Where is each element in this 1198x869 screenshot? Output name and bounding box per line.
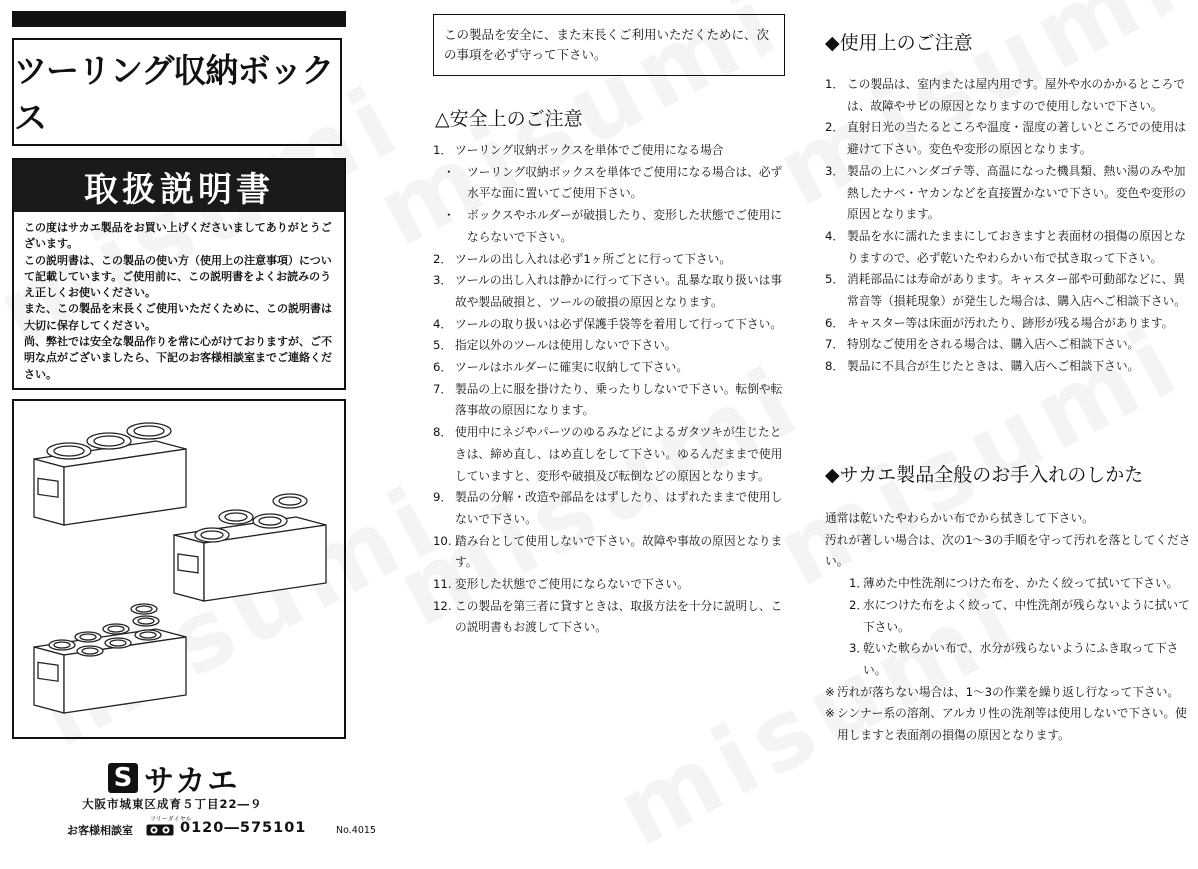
- item-text: ツールの出し入れは静かに行って下さい。乱暴な取り扱いは事故や製品破損と、ツールの破損の原因となります。: [455, 273, 783, 309]
- item-number: 7．: [825, 337, 845, 352]
- item-number: 5．: [825, 272, 845, 287]
- list-item: [433, 487, 793, 530]
- item-number: 1．: [849, 576, 869, 591]
- item-number: 10.: [433, 533, 452, 548]
- item-number: 5．: [433, 338, 453, 353]
- item-number: 6．: [825, 315, 845, 330]
- list-item: [433, 357, 793, 379]
- list-item: [825, 313, 1187, 335]
- item-text: キャスター等は床面が汚れたり、跡形が残る場合があります。: [847, 315, 1174, 330]
- item-number: 8．: [825, 359, 845, 374]
- list-item: [825, 334, 1187, 356]
- top-bar: [12, 11, 346, 27]
- care-step: [825, 573, 1195, 595]
- safety-list: [433, 140, 793, 639]
- care-notes: [825, 682, 1195, 747]
- item-text: 製品の分解・改造や部品をはずしたり、はずれたままで使用しないで下さい。: [455, 490, 783, 526]
- item-text: ツーリング収納ボックスを単体でご使用になる場合: [455, 143, 724, 157]
- item-number: 6．: [433, 360, 453, 375]
- item-text: 乾いた軟らかい布で、水分が残らないようにふき取って下さい。: [863, 641, 1179, 677]
- item-number: ・: [443, 208, 455, 223]
- list-item: [433, 249, 793, 271]
- item-text: 直射日光の当たるところや温度・湿度の著しいところでの使用は避けて下さい。変色や変形の原因となります。: [847, 120, 1186, 157]
- item-number: 3．: [433, 273, 453, 288]
- item-text: 指定以外のツールは使用しないで下さい。: [455, 338, 677, 353]
- item-number: 1．: [433, 143, 453, 157]
- list-item: [825, 269, 1187, 312]
- item-text: 製品の上に服を掛けたり、乗ったりしないで下さい。転倒や転落事故の原因になります。: [455, 381, 783, 418]
- list-item: [433, 574, 793, 596]
- item-text: 製品に不具合が生じたときは、購入店へご相談下さい。: [847, 359, 1140, 374]
- box-4-holder: [174, 494, 326, 601]
- care-step: [825, 595, 1195, 638]
- note-mark: ※: [825, 706, 835, 721]
- intro-para: この説明書は、この製品の使い方（使用上の注意事項）について記載しています。ご使用前に、この説明書をよくお読みのうえ正しくお使いください。: [24, 253, 332, 300]
- manual-title: 取扱説明書: [84, 169, 274, 210]
- list-item: [433, 205, 793, 248]
- item-number: 2．: [849, 597, 869, 612]
- item-text: ツールの出し入れは必ず1ヶ所ごとに行って下さい。: [455, 251, 732, 266]
- phone-number: 0120―575101: [180, 820, 307, 836]
- care-note: [825, 703, 1195, 746]
- freedial-icon: [146, 824, 174, 836]
- product-illustration: [12, 399, 346, 739]
- item-number: 9．: [433, 490, 453, 505]
- intro-para: この度はサカエ製品をお買い上げくださいましてありがとうございます。: [24, 221, 332, 251]
- item-text: ツールの取り扱いは必ず保護手袋等を着用して行って下さい。: [455, 316, 783, 331]
- item-number: 4．: [825, 228, 845, 243]
- product-title-box: [12, 38, 342, 146]
- company-address: 大阪市城東区成育５丁目22―９: [82, 797, 263, 811]
- item-text: 製品を水に濡れたままにしておきますと表面材の損傷の原因となりますので、必ず乾いたやわらかい布で拭き取って下さい。: [847, 228, 1186, 265]
- item-text: 製品の上にハンダゴテ等、高温になった機具類、熱い湯のみや加熱したナベ・ヤカンなどを直接置かないで下さい。変色や変形の原因となります。: [847, 163, 1186, 222]
- item-number: 4．: [433, 316, 453, 331]
- item-text: 水につけた布をよく絞って、中性洗剤が残らないように拭いて下さい。: [863, 597, 1190, 634]
- usage-list: [825, 74, 1187, 378]
- sakae-logo-icon: S: [108, 763, 138, 793]
- list-item: [433, 379, 793, 422]
- list-item: [825, 74, 1187, 117]
- list-item: [433, 531, 793, 574]
- intro-para: 尚、弊社では安全な製品作りを常に心がけておりますが、ご不明な点がございましたら、下記のお客様相談室までご連絡ください。: [24, 335, 332, 381]
- list-item: [433, 314, 793, 336]
- list-item: [825, 117, 1187, 160]
- box-8-holder: [34, 604, 186, 713]
- item-text: 踏み台として使用しないで下さい。故障や事故の原因となります。: [455, 533, 783, 570]
- care-heading: ◆サカエ製品全般のお手入れのしかた: [825, 464, 1144, 486]
- item-text: 薄めた中性洗剤につけた布を、かたく絞って拭いて下さい。: [863, 576, 1179, 591]
- intro-text: [14, 212, 344, 383]
- safety-heading: △安全上のご注意: [435, 108, 583, 130]
- freedial-label: フリーダイヤル: [150, 816, 192, 823]
- manual-header: [14, 160, 344, 212]
- safety-section: [433, 140, 793, 639]
- item-text: 消耗部品には寿命があります。キャスター部や可動部などに、異常音等（損耗現象）が発生した場合は、購入店へご相談下さい。: [847, 272, 1186, 309]
- care-section: [825, 508, 1195, 747]
- item-number: 3．: [825, 163, 845, 178]
- item-text: ツールはホルダーに確実に収納して下さい。: [455, 360, 689, 375]
- box-3-holder: [34, 423, 186, 525]
- list-item: [433, 270, 793, 313]
- item-text: ツーリング収納ボックスを単体でご使用になる場合は、必ず水平な面に置いてご使用下さい。: [467, 164, 783, 201]
- brand-logo: [108, 760, 240, 799]
- list-item: [825, 356, 1187, 378]
- document-number: No.4015: [336, 825, 376, 836]
- item-number: 2．: [433, 251, 453, 266]
- tool-box-drawing: [14, 401, 344, 737]
- list-item: [433, 335, 793, 357]
- list-item: [433, 422, 793, 487]
- item-text: 汚れが落ちない場合は、1～3の作業を繰り返し行なって下さい。: [837, 684, 1180, 699]
- item-text: シンナー系の溶剤、アルカリ性の洗剤等は使用しないで下さい。使用しますと表面剤の損傷の原因となります。: [837, 706, 1187, 743]
- list-item: [825, 161, 1187, 226]
- list-item: [433, 596, 793, 639]
- item-number: 7．: [433, 381, 453, 396]
- brand-name: サカエ: [144, 764, 240, 799]
- note-mark: ※: [825, 684, 835, 699]
- list-item: [825, 226, 1187, 269]
- item-text: 変形した状態でご使用にならないで下さい。: [455, 577, 689, 592]
- item-text: この製品を第三者に貸すときは、取扱方法を十分に説明し、この説明書もお渡して下さい。: [455, 598, 783, 635]
- item-number: 1．: [825, 77, 845, 91]
- product-title: ツーリング収納ボックス: [14, 51, 334, 137]
- item-text: 特別なご使用をされる場合は、購入店へご相談下さい。: [847, 337, 1140, 352]
- item-number: 3．: [849, 641, 869, 656]
- item-text: ボックスやホルダーが破損したり、変形した状態でご使用にならないで下さい。: [467, 208, 782, 244]
- consult-label: お客様相談室: [67, 824, 133, 837]
- manual-box: [12, 158, 346, 390]
- item-number: ・: [443, 164, 455, 179]
- usage-heading: ◆使用上のご注意: [825, 32, 973, 54]
- care-steps: [825, 573, 1195, 682]
- care-note: [825, 682, 1195, 704]
- list-item: [433, 162, 793, 205]
- item-number: 12.: [433, 598, 452, 613]
- care-intro: 汚れが著しい場合は、次の1～3の手順を守って汚れを落としてください。: [825, 532, 1191, 569]
- notice-box: この製品を安全に、また末長くご利用いただくために、次の事項を必ず守って下さい。: [433, 14, 785, 76]
- item-number: 8．: [433, 425, 453, 440]
- item-text: この製品は、室内または屋内用です。屋外や水のかかるところでは、故障やサビの原因となりますので使用しないで下さい。: [847, 77, 1185, 113]
- list-item: [433, 140, 793, 162]
- care-step: [825, 638, 1195, 681]
- item-number: 11.: [433, 577, 452, 592]
- item-number: 2．: [825, 120, 845, 135]
- usage-section: [825, 74, 1187, 378]
- item-text: 使用中にネジやパーツのゆるみなどによるガタツキが生じたときは、締め直し、はめ直しをして下さい。ゆるんだままで使用していますと、変形や破損及び転倒などの原因となります。: [455, 425, 783, 483]
- intro-para: また、この製品を末長くご使用いただくために、この説明書は大切に保存してください。: [24, 302, 332, 332]
- care-intro: 通常は乾いたやわらかい布でから拭きして下さい。: [825, 511, 1094, 525]
